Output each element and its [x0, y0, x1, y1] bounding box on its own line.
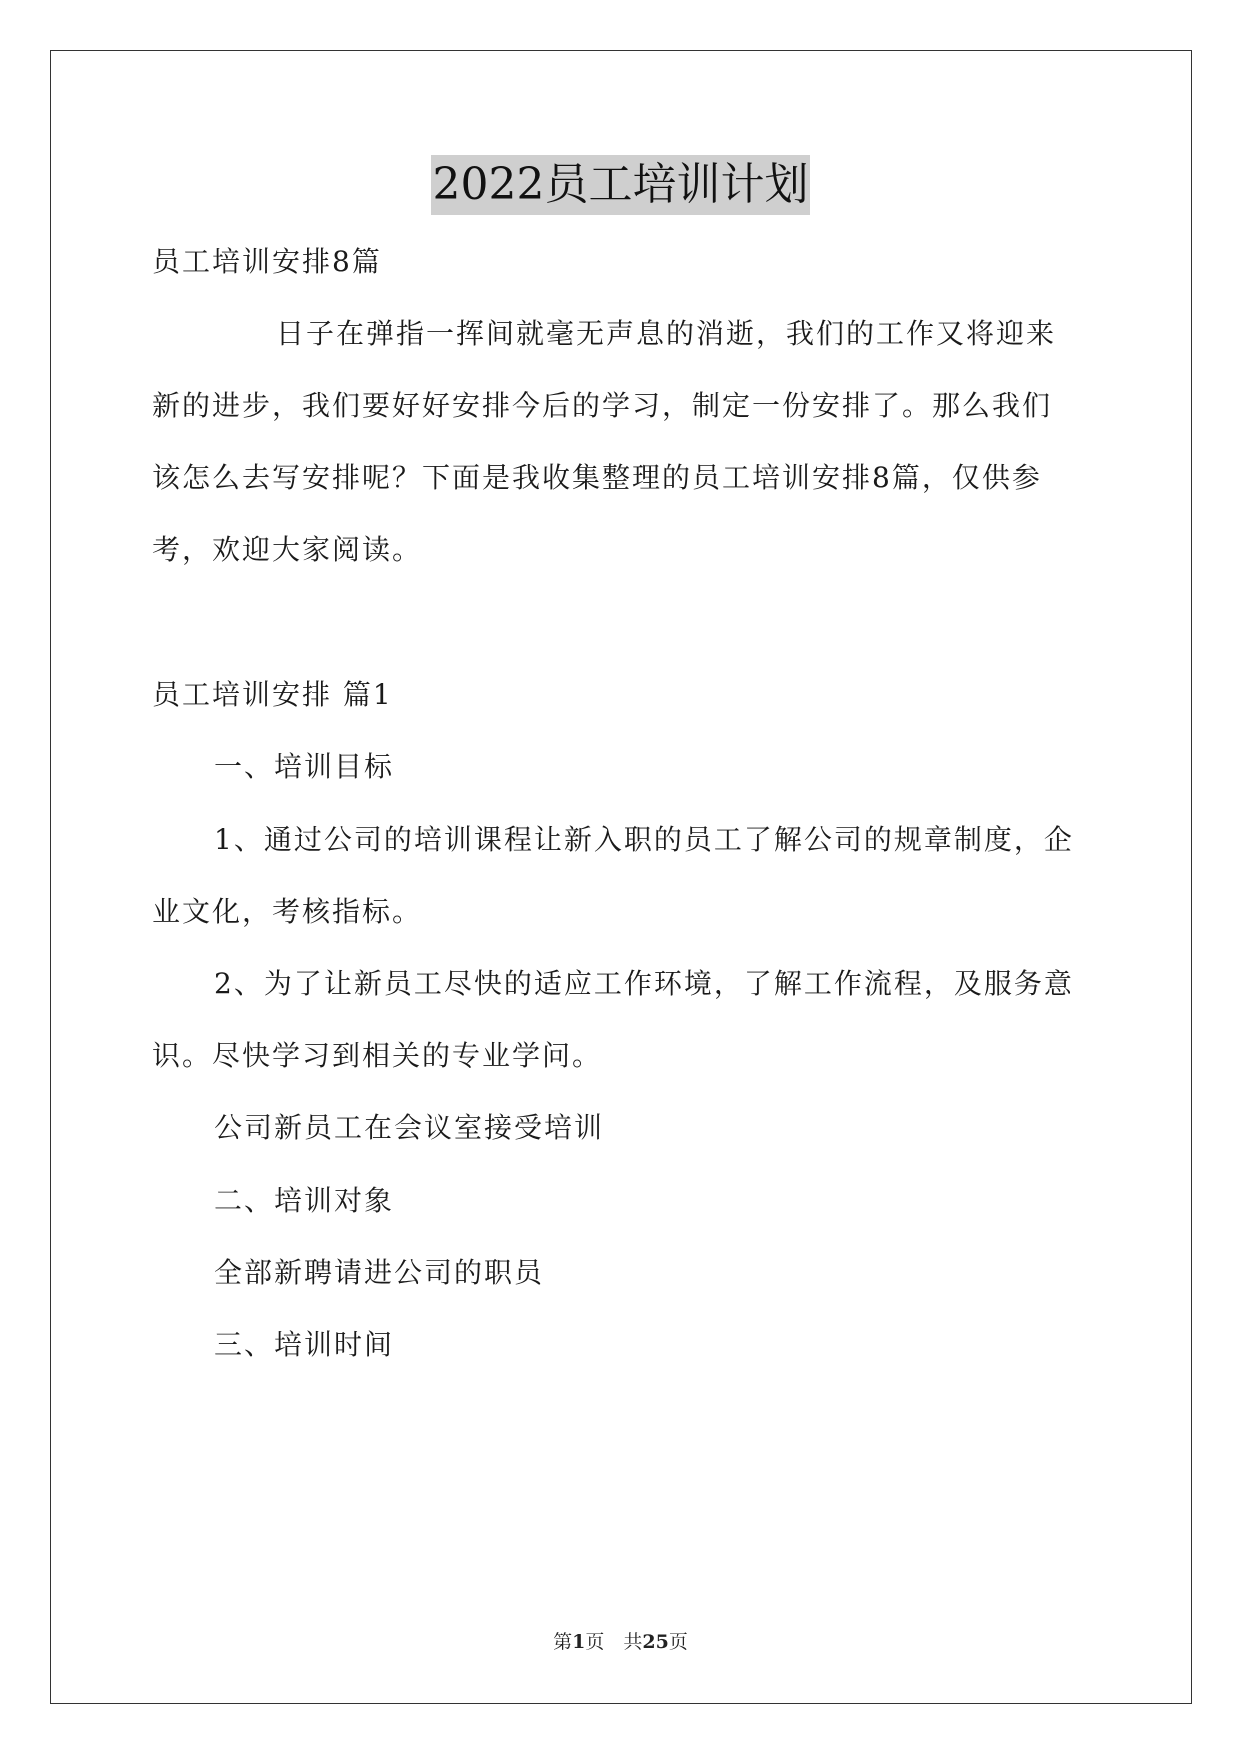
- page-current: 1: [572, 1631, 586, 1653]
- page-mid: 页 共: [585, 1631, 643, 1653]
- goal-2-line-2: 识。尽快学习到相关的专业学问。: [152, 1039, 603, 1072]
- page-footer: [0, 1630, 1241, 1654]
- heading-training-goals: 一、培训目标: [214, 750, 395, 783]
- page-prefix: 第: [553, 1631, 573, 1653]
- intro-line-2: 新的进步，我们要好好安排今后的学习，制定一份安排了。那么我们: [152, 389, 1053, 422]
- title-wrap: [0, 155, 1241, 215]
- page-total: 25: [642, 1631, 669, 1653]
- section-heading: 员工培训安排 篇1: [152, 678, 393, 711]
- page-suffix: 页: [668, 1631, 688, 1653]
- intro-line-4: 考，欢迎大家阅读。: [152, 533, 423, 566]
- intro-line-1: 日子在弹指一挥间就毫无声息的消逝，我们的工作又将迎来: [276, 317, 1057, 350]
- heading-training-time: 三、培训时间: [214, 1328, 395, 1361]
- training-location-text: 公司新员工在会议室接受培训: [214, 1111, 605, 1144]
- intro-line-3: 该怎么去写安排呢？下面是我收集整理的员工培训安排8篇，仅供参: [152, 461, 1042, 494]
- heading-training-target: 二、培训对象: [214, 1184, 395, 1217]
- page-border: [50, 50, 1192, 1704]
- training-target-text: 全部新聘请进公司的职员: [214, 1256, 545, 1289]
- subtitle-line: 员工培训安排8篇: [152, 245, 382, 278]
- goal-2-line-1: 2、为了让新员工尽快的适应工作环境，了解工作流程，及服务意: [214, 967, 1074, 1000]
- document-title: 2022员工培训计划: [431, 155, 811, 215]
- goal-1-line-2: 业文化，考核指标。: [152, 895, 423, 928]
- goal-1-line-1: 1、通过公司的培训课程让新入职的员工了解公司的规章制度，企: [214, 823, 1074, 856]
